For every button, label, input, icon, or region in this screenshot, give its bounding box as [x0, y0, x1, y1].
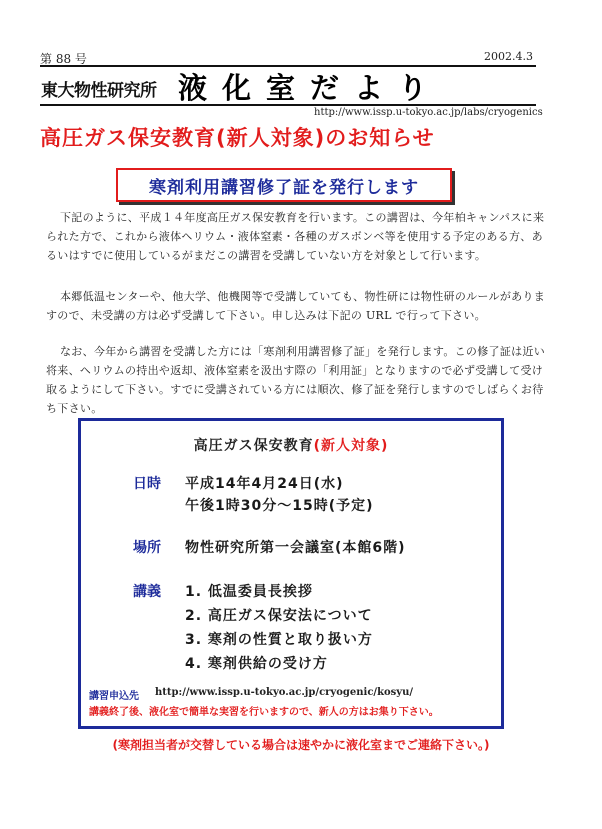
date-label: 日時 [133, 476, 161, 492]
event-info-box [78, 418, 504, 729]
body-paragraph-2: 本郷低温センターや、他大学、他機関等で受講していても、物性研には物性研のルールがありますので、未受講の方は必ず受講して下さい。申し込みは下記の URL で行って下さい。 [46, 290, 546, 322]
lecture-label: 講義 [133, 584, 161, 600]
event-title [81, 435, 501, 455]
place-value: 物性研究所第一会議室(本館6階) [185, 540, 406, 556]
body-paragraph-1: 下記のように、平成１４年度高圧ガス保安教育を行います。この講習は、今年柏キャンパスに来られた方で、これから液体ヘリウム・液体窒素・各種のガスボンベ等を使用する予定のある方、あるいはすでに使用しているがまだこの講習を受講していない方を対象として行います。 [46, 211, 545, 262]
time-value: 午後1時30分～15時(予定) [185, 498, 374, 514]
lecture-item: 4. 寒剤供給の受け方 [185, 656, 328, 672]
application-label: 講習申込先 [89, 691, 139, 702]
practice-note: 講義終了後、液化室で簡単な実習を行いますので、新人の方はお集り下さい。 [89, 707, 439, 718]
issue-date: 2002.4.3 [484, 50, 533, 63]
body-paragraph-3: なお、今年から講習を受講した方には「寒剤利用講習修了証」を発行します。この修了証は近い将来、ヘリウムの持出や返却、液体窒素を汲出す際の「利用証」となりますので必ず受講して受け取るようにして下さい。すでに受講されている方には順次、修了証を発行しますのでしばらくお待ち下さい。 [46, 345, 546, 415]
lecture-item: 1. 低温委員長挨拶 [185, 584, 313, 600]
event-title-main: 高圧ガス保安教育 [193, 438, 314, 454]
subheadline-box [116, 168, 452, 202]
event-title-accent: (新人対象) [313, 438, 389, 454]
newsletter-title: 液化室だより [178, 71, 443, 105]
date-value: 平成14年4月24日(水) [185, 476, 344, 492]
header-url: http://www.issp.u-tokyo.ac.jp/labs/cryogenics [314, 107, 543, 118]
subheadline: 寒剤利用講習修了証を発行します [149, 177, 419, 198]
lecture-item: 3. 寒剤の性質と取り扱い方 [185, 632, 373, 648]
place-label: 場所 [133, 540, 161, 556]
institute-name: 東大物性研究所 [41, 81, 157, 101]
footer-note: (寒剤担当者が交替している場合は速やかに液化室までご連絡下さい。) [112, 738, 490, 752]
issue-number: 第 88 号 [40, 52, 87, 66]
headline: 高圧ガス保安教育(新人対象)のお知らせ [40, 126, 435, 150]
lecture-item: 2. 高圧ガス保安法について [185, 608, 373, 624]
masthead-bottom-rule [40, 104, 536, 106]
application-url[interactable]: http://www.issp.u-tokyo.ac.jp/cryogenic/kosyu/ [155, 687, 414, 698]
